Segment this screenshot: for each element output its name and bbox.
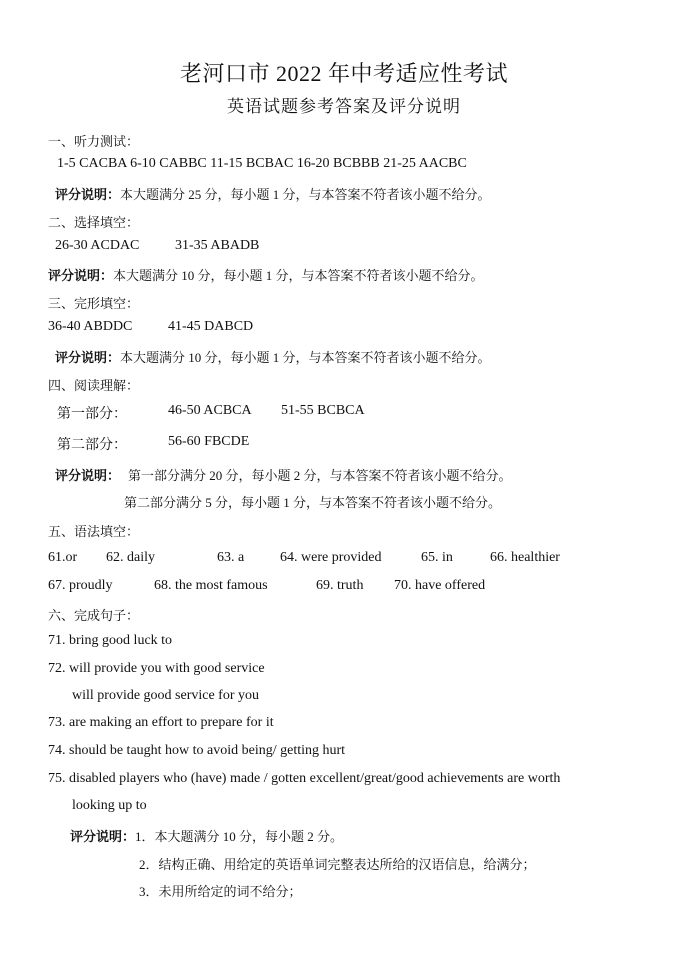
sentence-answer-72: 72. will provide you with good service (48, 661, 265, 676)
section-heading-reading: 四、阅读理解： (48, 379, 140, 394)
scoring-note-sentences-1 (70, 826, 343, 845)
scoring-note-cloze (55, 347, 491, 366)
scoring-note-listening (55, 184, 491, 203)
grammar-answer-61: 61.or (48, 550, 78, 565)
grammar-answer-70: 70. have offered (394, 578, 486, 593)
answers-cloze-1: 36-40 ABDDC (48, 319, 133, 334)
scoring-note-sentences-3: 3．未用所给定的词不给分； (139, 884, 302, 899)
scoring-note-label: 评分说明： (70, 830, 136, 845)
scoring-note-choice (48, 265, 484, 284)
reading-part2-label: 第二部分： (57, 438, 127, 453)
sentence-answer-74: 74. should be taught how to avoid being/ getting hurt (48, 743, 346, 758)
answers-choice-1: 26-30 ACDAC (55, 238, 140, 253)
answers-listening: 1-5 CACBA 6-10 CABBC 11-15 BCBAC 16-20 BCBBB 21-25 AACBC (57, 156, 467, 171)
scoring-note-text: 1．本大题满分 10 分，每小题 2 分。 (135, 829, 344, 844)
section-heading-multiple-choice: 二、选择填空： (48, 216, 140, 231)
section-heading-sentences: 六、完成句子： (48, 609, 140, 624)
reading-part1-label: 第一部分： (57, 407, 127, 422)
scoring-note-reading-2: 第二部分满分 5 分，每小题 1 分，与本答案不符者该小题不给分。 (124, 495, 502, 510)
scoring-note-text: 本大题满分 10 分，每小题 1 分，与本答案不符者该小题不给分。 (120, 350, 491, 365)
scoring-note-text: 本大题满分 25 分，每小题 1 分，与本答案不符者该小题不给分。 (120, 187, 491, 202)
scoring-note-label: 评分说明： (55, 351, 121, 366)
answers-choice-2: 31-35 ABADB (175, 238, 260, 253)
answers-cloze-2: 41-45 DABCD (168, 319, 254, 334)
grammar-answer-67: 67. proudly (48, 578, 113, 593)
sentence-answer-75-cont: looking up to (72, 798, 147, 813)
grammar-answer-66: 66. healthier (490, 550, 560, 565)
scoring-note-reading-1 (55, 465, 512, 484)
reading-part2-answers: 56-60 FBCDE (168, 434, 250, 449)
grammar-answer-64: 64. were provided (280, 550, 382, 565)
grammar-answer-65: 65. in (421, 550, 453, 565)
scoring-note-text: 第一部分满分 20 分，每小题 2 分，与本答案不符者该小题不给分。 (128, 468, 512, 483)
page-subtitle: 英语试题参考答案及评分说明 (227, 97, 461, 116)
reading-part1-answers-1: 46-50 ACBCA (168, 403, 252, 418)
scoring-note-label: 评分说明： (55, 188, 121, 203)
sentence-answer-75: 75. disabled players who (have) made / gotten excellent/great/good achievements are worth (48, 771, 561, 786)
scoring-note-label: 评分说明： (55, 469, 121, 484)
scoring-note-sentences-2: 2．结构正确、用给定的英语单词完整表达所给的汉语信息，给满分； (139, 857, 536, 872)
grammar-answer-63: 63. a (217, 550, 245, 565)
sentence-answer-72-alt: will provide good service for you (72, 688, 260, 703)
grammar-answer-68: 68. the most famous (154, 578, 268, 593)
section-heading-cloze: 三、完形填空： (48, 297, 140, 312)
section-heading-grammar: 五、语法填空： (48, 525, 140, 540)
page-title: 老河口市 2022 年中考适应性考试 (179, 61, 508, 86)
section-heading-listening: 一、听力测试： (48, 135, 140, 150)
scoring-note-text: 本大题满分 10 分，每小题 1 分，与本答案不符者该小题不给分。 (113, 268, 484, 283)
grammar-answer-69: 69. truth (316, 578, 364, 593)
grammar-answer-62: 62. daily (106, 550, 155, 565)
scoring-note-label: 评分说明： (48, 269, 114, 284)
sentence-answer-73: 73. are making an effort to prepare for it (48, 715, 274, 730)
reading-part1-answers-2: 51-55 BCBCA (281, 403, 365, 418)
sentence-answer-71: 71. bring good luck to (48, 633, 173, 648)
